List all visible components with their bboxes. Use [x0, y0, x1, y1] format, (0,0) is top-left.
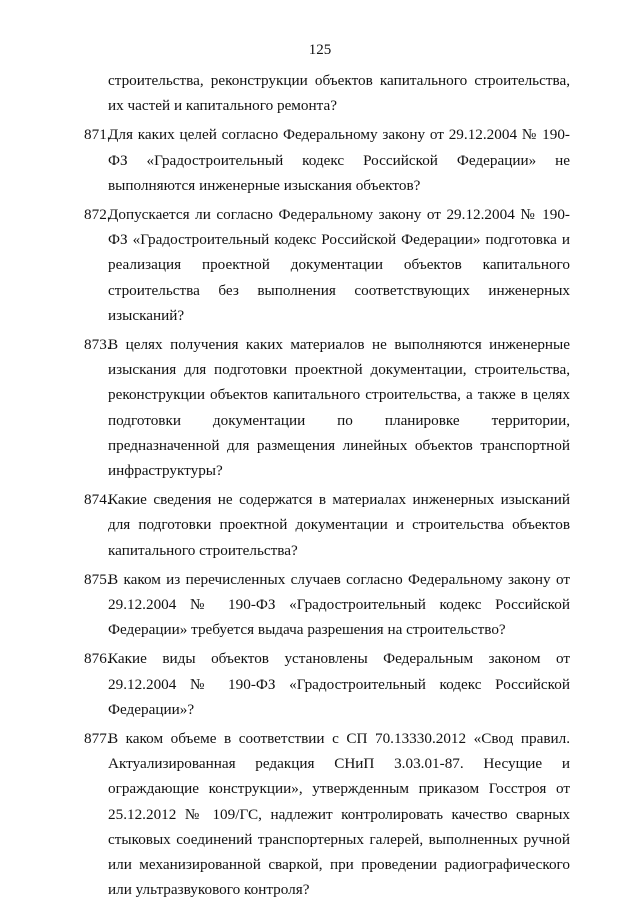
question-text: Какие сведения не содержатся в материалах инженерных изысканий для подготовки проектной документации и строительства объектов капитального строительства? [108, 491, 570, 559]
question-number: 877. [84, 730, 111, 748]
question-text: В каком из перечисленных случаев согласно Федеральному закону от 29.12.2004 № 190-ФЗ «Градостроительный кодекс Российской Федерации» требуется выдача разрешения на строительство? [108, 570, 570, 639]
question-number: 876. [84, 650, 111, 668]
question-text: Для каких целей согласно Федеральному закону от 29.12.2004 № 190-ФЗ «Градостроительный кодекс Российской Федерации» не выполняются инженерные изыскания объектов? [108, 126, 570, 194]
question-item [84, 726, 570, 902]
question-item [84, 202, 570, 328]
question-list [84, 68, 570, 907]
continuation-paragraph: строительства, реконструкции объектов капитального строительства, их частей и капитального ремонта? [108, 72, 570, 115]
question-item [84, 646, 570, 722]
question-item [84, 487, 570, 563]
question-item [84, 567, 570, 643]
question-number: 872. [84, 206, 111, 224]
question-text: Допускается ли согласно Федеральному закону от 29.12.2004 № 190-ФЗ «Градостроительный кодекс Российской Федерации» подготовка и реализация проектной документации объектов капитального строительства без выполнения соответствующих инженерных изысканий? [108, 206, 570, 324]
question-number: 873. [84, 336, 111, 354]
question-number: 875. [84, 570, 111, 588]
question-number: 874. [84, 491, 111, 509]
page-number: 125 [308, 42, 332, 58]
question-text: В каком объеме в соответствии с СП 70.13330.2012 «Свод правил. Актуализированная редакция СНиП 3.03.01-87. Несущие и ограждающие конструкции», утвержденным приказом Госстроя от 25.12.2012 № 109/ГС, надлежит контролировать качество сварных стыковых соединений транспортерных галерей, выполненных ручной или механизированной сваркой, при проведении радиографического или ультразвукового контроля? [108, 730, 570, 899]
question-text: В целях получения каких материалов не выполняются инженерные изыскания для подготовки проектной документации, строительства, реконструкции объектов капитального строительства, а также в целях подготовки документации по планировке территории, предназначенной для размещения линейных объектов транспортной инфраструктуры? [108, 336, 570, 480]
question-text: Какие виды объектов установлены Федеральным законом от 29.12.2004 № 190-ФЗ «Градостроительный кодекс Российской Федерации»? [108, 650, 570, 718]
question-number: 871. [84, 126, 111, 144]
question-item [84, 332, 570, 483]
question-item [84, 122, 570, 198]
